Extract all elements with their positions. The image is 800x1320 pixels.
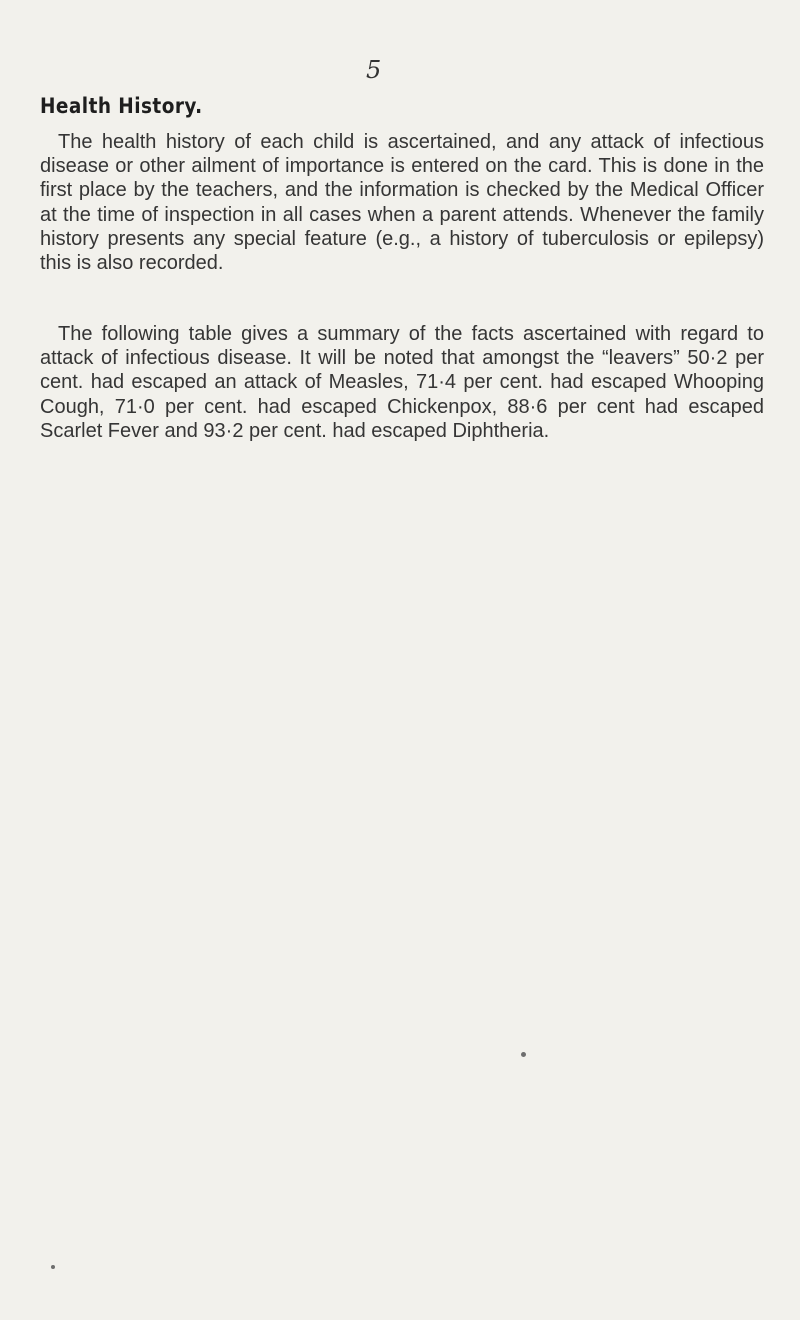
paragraph-health-history: The health history of each child is ascertained, and any attack of infectious disease or other ailment of importance is entered on the card. This is done in the first place by the teachers, and the information is checked by the Medical Officer at the time of inspection in all cases when a parent attends. Whenever the family history presents any special feature (e.g., a history of tuberculosis or epilepsy) this is also recorded. <box>40 131 764 275</box>
page-number: 5 <box>366 56 382 84</box>
paragraph-infectious-disease-summary: The following table gives a summary of the facts ascertained with regard to attack of infectious disease. It will be noted that amongst the “leavers” 50·2 per cent. had escaped an attack of Measles, 71·4 per cent. had escaped Whooping Cough, 71·0 per cent. had escaped Chickenpox, 88·6 per cent had escaped Scarlet Fever and 93·2 per cent. had escaped Diphtheria. <box>40 323 764 442</box>
print-speck <box>521 1052 526 1057</box>
section-heading: Health History. <box>40 94 203 118</box>
print-speck <box>51 1265 55 1269</box>
